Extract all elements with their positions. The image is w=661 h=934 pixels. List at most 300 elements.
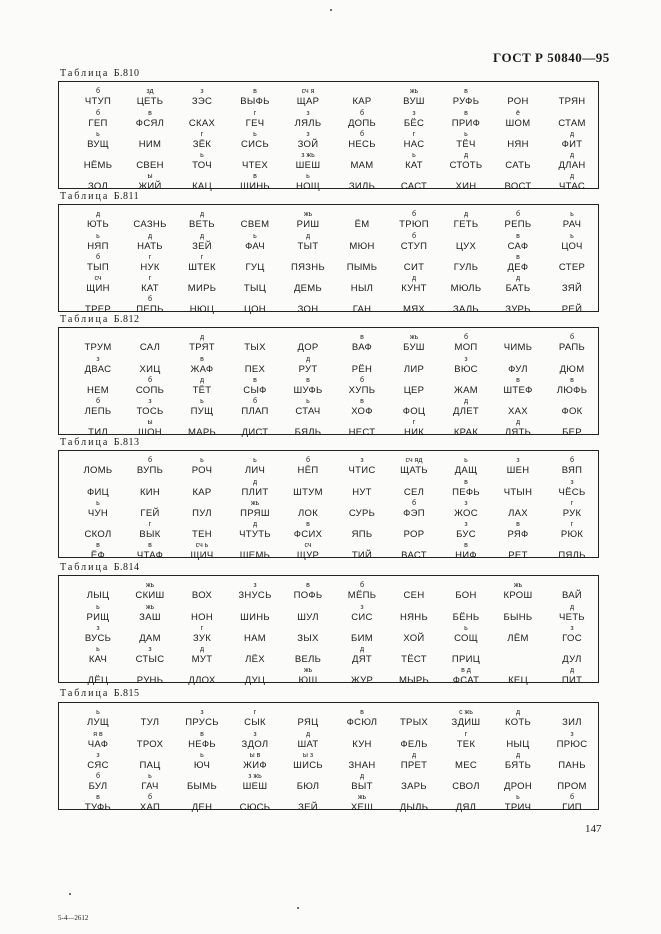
pronunciation-mark: в xyxy=(464,88,468,95)
pronunciation-mark xyxy=(335,419,389,427)
syllable-word: ЯПЬ xyxy=(351,529,373,540)
table-cell xyxy=(281,173,335,192)
syllable-word: КИН xyxy=(139,487,161,498)
pronunciation-mark: б xyxy=(359,110,364,117)
pronunciation-mark: в xyxy=(464,110,468,117)
syllable-word: ЧТУП xyxy=(84,96,112,107)
pronunciation-mark: в xyxy=(306,377,310,384)
syllable-word: ПРЯШ xyxy=(240,508,270,519)
document-header-title: ГОСТ Р 50840—95 xyxy=(493,50,610,65)
table-caption-number: Б.811 xyxy=(113,191,140,202)
pronunciation-mark: г xyxy=(148,254,152,261)
table-cell xyxy=(335,667,389,686)
table-cell xyxy=(175,356,229,375)
pronunciation-mark xyxy=(123,500,177,508)
pronunciation-mark: з xyxy=(96,752,100,759)
table-cell xyxy=(439,377,493,396)
pronunciation-mark: ь xyxy=(96,646,100,653)
pronunciation-mark xyxy=(387,542,441,550)
table-cell xyxy=(281,542,335,561)
pronunciation-mark: з xyxy=(306,110,310,117)
table-cell xyxy=(281,110,335,129)
pronunciation-mark xyxy=(439,173,493,181)
table-cell xyxy=(545,377,599,396)
syllable-word: ЖИЙ xyxy=(138,181,162,192)
syllable-word: ФАЧ xyxy=(245,241,265,252)
pronunciation-mark: б xyxy=(411,233,416,240)
syllable-word: ДОПЬ xyxy=(347,118,377,129)
syllable-word: ШЕМЬ xyxy=(239,550,271,561)
pronunciation-mark: в xyxy=(253,173,257,180)
table-cell xyxy=(281,131,335,150)
syllable-word: БЫНЬ xyxy=(503,612,533,623)
pronunciation-mark xyxy=(335,296,389,304)
pronunciation-mark: в xyxy=(96,542,100,549)
table-cell xyxy=(71,254,125,273)
pronunciation-mark: ь xyxy=(253,233,257,240)
table-cell xyxy=(228,667,282,686)
pronunciation-mark xyxy=(71,419,125,427)
pronunciation-mark: жь xyxy=(409,334,419,341)
pronunciation-mark: ь xyxy=(464,625,468,632)
table-cell xyxy=(335,500,389,519)
table-cell xyxy=(335,275,389,294)
table-cell xyxy=(175,752,229,771)
table-cell xyxy=(123,334,177,353)
table-cell xyxy=(491,131,545,150)
syllable-word: ЗУК xyxy=(192,633,212,644)
syllable-word: СТАМ xyxy=(558,118,586,129)
table-cell xyxy=(71,233,125,252)
pronunciation-mark xyxy=(387,479,441,487)
table-cell xyxy=(175,582,229,601)
pronunciation-mark xyxy=(545,356,599,364)
syllable-word: ФСАТ xyxy=(452,675,480,686)
pronunciation-mark xyxy=(387,773,441,781)
table-caption-label: Таблица xyxy=(60,688,110,699)
pronunciation-mark: д xyxy=(463,152,469,159)
table-cell xyxy=(175,233,229,252)
syllable-word: РЯЦ xyxy=(297,717,319,728)
syllable-word: РАЧ xyxy=(562,219,582,230)
table-cell xyxy=(175,542,229,561)
pronunciation-mark: д xyxy=(199,233,205,240)
pronunciation-mark: г xyxy=(464,731,468,738)
syllable-word: КАТ xyxy=(141,283,159,294)
pronunciation-mark xyxy=(123,334,177,342)
table-cell xyxy=(175,457,229,476)
pronunciation-mark: д xyxy=(515,419,521,426)
syllable-word: ШТЕФ xyxy=(503,385,533,396)
pronunciation-mark: д xyxy=(305,731,311,738)
table-cell xyxy=(545,479,599,498)
table-cell xyxy=(387,500,441,519)
table-caption-number: Б.814 xyxy=(113,562,140,573)
pronunciation-mark: б xyxy=(411,211,416,218)
syllable-word: ЦЕР xyxy=(403,385,425,396)
pronunciation-mark xyxy=(439,604,493,612)
syllable-word: СКИШ xyxy=(135,590,165,601)
pronunciation-mark xyxy=(71,377,125,385)
syllable-word: НЫЛ xyxy=(350,283,374,294)
pronunciation-mark: г xyxy=(412,131,416,138)
pronunciation-mark: д xyxy=(305,356,311,363)
syllable-word: ДИСТ xyxy=(241,427,269,438)
table-cell xyxy=(491,521,545,540)
syllable-word: ГОС xyxy=(562,633,582,644)
syllable-word: СВЕМ xyxy=(240,219,270,230)
table-cell xyxy=(228,521,282,540)
syllable-word: ТЫТ xyxy=(297,241,319,252)
table-cell xyxy=(71,398,125,417)
table-cell xyxy=(281,773,335,792)
pronunciation-mark: б xyxy=(359,582,364,589)
syllable-word: САСТ xyxy=(400,181,428,192)
table-cell xyxy=(175,604,229,623)
pronunciation-mark xyxy=(123,667,177,675)
pronunciation-mark xyxy=(491,398,545,406)
pronunciation-mark: ь xyxy=(306,173,310,180)
pronunciation-mark: з жь xyxy=(301,152,315,159)
table-cell xyxy=(123,296,177,315)
pronunciation-mark xyxy=(545,419,599,427)
syllable-word: ЗАШ xyxy=(139,612,161,623)
syllable-word: ПУЩ xyxy=(190,406,214,417)
syllable-word: КРАК xyxy=(453,427,479,438)
syllable-word: ВУЩ xyxy=(87,139,109,150)
table-cell xyxy=(439,500,493,519)
syllable-word: ПЯЗНЬ xyxy=(290,262,326,273)
syllable-word: ВЯП xyxy=(561,465,583,476)
table-cell xyxy=(123,773,177,792)
pronunciation-mark xyxy=(175,500,229,508)
syllable-word: ВЫФЬ xyxy=(240,96,270,107)
table-cell xyxy=(491,152,545,171)
table-cell xyxy=(71,604,125,623)
syllable-word: ВЫК xyxy=(139,529,161,540)
pronunciation-mark: б xyxy=(147,377,152,384)
pronunciation-mark xyxy=(439,794,493,802)
table-cell xyxy=(439,296,493,315)
pronunciation-mark xyxy=(387,173,441,181)
syllable-word: ГЕЧ xyxy=(245,118,265,129)
syllable-table xyxy=(58,450,599,561)
syllable-word: МЮЛЬ xyxy=(450,283,482,294)
table-cell xyxy=(491,254,545,273)
table-cell xyxy=(175,334,229,353)
table-caption-label: Таблица xyxy=(60,437,110,448)
syllable-word: ЧТАС xyxy=(558,181,585,192)
syllable-word: ЦЕТЬ xyxy=(136,96,164,107)
table-cell xyxy=(175,479,229,498)
pronunciation-mark: б xyxy=(95,254,100,261)
table-cell xyxy=(335,646,389,665)
pronunciation-mark: д xyxy=(515,275,521,282)
pronunciation-mark xyxy=(387,398,441,406)
table-cell xyxy=(491,709,545,728)
table-cell xyxy=(439,110,493,129)
table-cell xyxy=(491,377,545,396)
syllable-word: РЁН xyxy=(351,364,373,375)
table-cell xyxy=(281,254,335,273)
syllable-word: НЯН xyxy=(507,139,529,150)
table-cell xyxy=(439,794,493,813)
table-cell xyxy=(387,667,441,686)
pronunciation-mark xyxy=(71,667,125,675)
syllable-word: ШЕШ xyxy=(295,160,321,171)
table-cell xyxy=(439,275,493,294)
syllable-word: БОН xyxy=(455,590,477,601)
table-caption-label: Таблица xyxy=(60,562,110,573)
pronunciation-mark: б xyxy=(515,211,520,218)
table-cell xyxy=(228,173,282,192)
pronunciation-mark xyxy=(545,582,599,590)
syllable-word: ЗОЙ xyxy=(297,139,319,150)
pronunciation-mark: ь xyxy=(570,233,574,240)
pronunciation-mark xyxy=(335,233,389,241)
table-cell xyxy=(545,110,599,129)
pronunciation-mark: б xyxy=(252,398,257,405)
table-caption xyxy=(60,191,139,202)
pronunciation-mark xyxy=(175,794,229,802)
syllable-word: НОН xyxy=(190,612,213,623)
table-cell xyxy=(175,254,229,273)
syllable-word: ТЁЧ xyxy=(456,139,476,150)
syllable-word: СТОТЬ xyxy=(449,160,483,171)
syllable-word: РЕПЬ xyxy=(504,219,532,230)
pronunciation-mark: в xyxy=(200,356,204,363)
table-caption xyxy=(60,562,140,573)
pronunciation-mark xyxy=(491,88,545,96)
pronunciation-mark xyxy=(335,521,389,529)
pronunciation-mark: в xyxy=(360,709,364,716)
table-cell xyxy=(387,275,441,294)
pronunciation-mark: д xyxy=(252,521,258,528)
syllable-word: ЗЫХ xyxy=(297,633,319,644)
pronunciation-mark: в xyxy=(306,521,310,528)
pronunciation-mark xyxy=(281,646,335,654)
syllable-word: ШУЛ xyxy=(297,612,319,623)
table-cell xyxy=(387,479,441,498)
table-cell xyxy=(545,625,599,644)
pronunciation-mark xyxy=(491,773,545,781)
pronunciation-mark: ь xyxy=(96,131,100,138)
table-cell xyxy=(335,377,389,396)
syllable-word: БЮЛ xyxy=(296,781,320,792)
table-cell xyxy=(545,398,599,417)
table-cell xyxy=(71,457,125,476)
pronunciation-mark xyxy=(545,773,599,781)
table-cell xyxy=(491,794,545,813)
pronunciation-mark: б xyxy=(147,794,152,801)
pronunciation-mark: д xyxy=(95,211,101,218)
table-cell xyxy=(228,500,282,519)
syllable-word: ЖУР xyxy=(350,675,374,686)
table-caption xyxy=(60,437,140,448)
pronunciation-mark: б xyxy=(569,334,574,341)
syllable-word: ВАФ xyxy=(351,342,373,353)
syllable-word: ЗАЛЬ xyxy=(453,304,479,315)
table-cell xyxy=(71,334,125,353)
table-cell xyxy=(175,398,229,417)
pronunciation-mark: б xyxy=(359,131,364,138)
syllable-word: КУН xyxy=(352,739,372,750)
syllable-word: ЗДИШ xyxy=(451,717,481,728)
syllable-word: ДУЛ xyxy=(562,654,582,665)
table-cell xyxy=(123,419,177,438)
table-cell xyxy=(335,604,389,623)
footer-code: 5-4—2612 xyxy=(58,914,89,922)
pronunciation-mark: ь xyxy=(464,131,468,138)
syllable-word: РАПЬ xyxy=(558,342,586,353)
syllable-word: ТЁТ xyxy=(192,385,212,396)
syllable-word: КОТЬ xyxy=(504,717,532,728)
table-cell xyxy=(123,500,177,519)
pronunciation-mark xyxy=(175,296,229,304)
page-number: 147 xyxy=(585,823,602,835)
pronunciation-mark: я в xyxy=(93,731,103,738)
pronunciation-mark xyxy=(123,731,177,739)
pronunciation-mark xyxy=(175,604,229,612)
pronunciation-mark: жь xyxy=(357,794,367,801)
syllable-word: ТЁСТ xyxy=(401,654,427,665)
table-cell xyxy=(123,521,177,540)
pronunciation-mark xyxy=(439,233,493,241)
syllable-word: НЕСТ xyxy=(348,427,376,438)
table-cell xyxy=(545,296,599,315)
syllable-table xyxy=(58,204,599,315)
table-cell xyxy=(335,479,389,498)
table-cell xyxy=(545,457,599,476)
pronunciation-mark: в xyxy=(148,110,152,117)
scan-speck xyxy=(297,907,299,909)
table-cell xyxy=(228,88,282,107)
table-cell xyxy=(228,752,282,771)
table-cell xyxy=(545,254,599,273)
table-cell xyxy=(228,131,282,150)
pronunciation-mark: в xyxy=(464,479,468,486)
syllable-word: ЁМ xyxy=(354,219,370,230)
syllable-word: ФОЦ xyxy=(402,406,426,417)
pronunciation-mark: б xyxy=(95,88,100,95)
table-cell xyxy=(335,254,389,273)
syllable-word: ТРЕР xyxy=(84,304,111,315)
syllable-word: НИМ xyxy=(138,139,162,150)
pronunciation-mark: з xyxy=(96,625,100,632)
table-cell xyxy=(71,667,125,686)
pronunciation-mark xyxy=(387,377,441,385)
pronunciation-mark: б xyxy=(95,773,100,780)
table-cell xyxy=(228,275,282,294)
table-cell xyxy=(123,211,177,230)
table-cell xyxy=(387,457,441,476)
syllable-word: МУТ xyxy=(191,654,213,665)
syllable-word: ЖАМ xyxy=(454,385,478,396)
syllable-word: СИС xyxy=(351,612,373,623)
table-cell xyxy=(281,500,335,519)
syllable-word: ВУСЬ xyxy=(84,633,112,644)
pronunciation-mark: ь xyxy=(96,709,100,716)
table-cell xyxy=(281,752,335,771)
table-cell xyxy=(281,479,335,498)
pronunciation-mark: д xyxy=(569,604,575,611)
pronunciation-mark: ё xyxy=(516,110,520,117)
pronunciation-mark: з xyxy=(253,582,257,589)
syllable-word: РУК xyxy=(562,508,582,519)
syllable-word: ПРИЦ xyxy=(451,654,481,665)
table-cell xyxy=(281,521,335,540)
pronunciation-mark xyxy=(387,604,441,612)
table-cell xyxy=(545,646,599,665)
syllable-word: ТРИЧ xyxy=(504,802,532,813)
syllable-word: ДЯТ xyxy=(352,654,372,665)
table-cell xyxy=(123,233,177,252)
table-cell xyxy=(387,709,441,728)
table-cell xyxy=(491,334,545,353)
pronunciation-mark: з xyxy=(253,731,257,738)
table-cell xyxy=(491,88,545,107)
table-cell xyxy=(335,709,389,728)
table-cell xyxy=(175,88,229,107)
table-cell xyxy=(545,521,599,540)
syllable-word: ТРУМ xyxy=(84,342,112,353)
table-cell xyxy=(281,419,335,438)
table-cell xyxy=(71,88,125,107)
table-cell xyxy=(439,152,493,171)
syllable-word: ТРЮП xyxy=(399,219,429,230)
syllable-word: ВАЙ xyxy=(561,590,583,601)
table-cell xyxy=(545,773,599,792)
table-cell xyxy=(387,131,441,150)
syllable-word: ТРОХ xyxy=(136,739,164,750)
table-cell xyxy=(439,479,493,498)
table-cell xyxy=(175,667,229,686)
pronunciation-mark: д xyxy=(199,334,205,341)
pronunciation-mark xyxy=(175,419,229,427)
pronunciation-mark xyxy=(439,582,493,590)
table-cell xyxy=(545,233,599,252)
table-cell xyxy=(335,773,389,792)
table-cell xyxy=(491,479,545,498)
syllable-word: ТИЛ xyxy=(88,427,108,438)
syllable-word: ТУЛ xyxy=(140,717,160,728)
table-cell xyxy=(228,419,282,438)
pronunciation-mark: в xyxy=(253,377,257,384)
pronunciation-mark: ь xyxy=(200,752,204,759)
pronunciation-mark xyxy=(491,731,545,739)
pronunciation-mark: г xyxy=(200,131,204,138)
pronunciation-mark: жь xyxy=(145,604,155,611)
syllable-word: ВУПЬ xyxy=(136,465,164,476)
pronunciation-mark: б xyxy=(147,296,152,303)
table-cell xyxy=(281,211,335,230)
table-cell xyxy=(281,709,335,728)
pronunciation-mark xyxy=(545,752,599,760)
syllable-word: ХЕШ xyxy=(350,802,374,813)
table-cell xyxy=(491,773,545,792)
pronunciation-mark xyxy=(175,110,229,118)
pronunciation-mark xyxy=(175,275,229,283)
table-cell xyxy=(228,625,282,644)
pronunciation-mark: ь xyxy=(148,773,152,780)
syllable-word: КАЧ xyxy=(88,654,108,665)
pronunciation-mark: г xyxy=(200,254,204,261)
table-cell xyxy=(123,131,177,150)
table-cell xyxy=(335,173,389,192)
syllable-word: РЮК xyxy=(560,529,584,540)
pronunciation-mark xyxy=(335,211,389,219)
syllable-word: ШЕШ xyxy=(242,781,268,792)
